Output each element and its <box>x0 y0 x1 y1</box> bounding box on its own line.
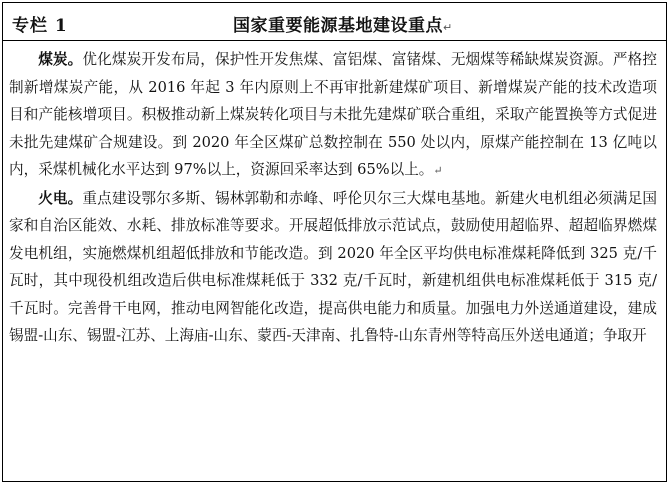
return-mark-icon: ↵ <box>443 21 453 34</box>
paragraph-text: 优化煤炭开发布局，保护性开发焦煤、富铝煤、富锗煤、无烟煤等稀缺煤炭资源。严格控制新增煤炭产能，从 2016 年起 3 年内原则上不再审批新建煤矿项目、新增煤炭产能的技术改造项目和产能核增项目。积极推动新上煤炭转化项目与未批先建煤矿联合重组，采取产能置换等方式促进未批先建煤矿合规建设。到 2020 年全区煤矿总数控制在 550 处以内，原煤产能控制在 13 亿吨以内，采煤机械化水平达到 97%以上，资源回采率达到 65%以上。 <box>9 51 657 178</box>
column-body <box>9 46 657 351</box>
return-mark-icon: ↵ <box>433 164 443 177</box>
paragraph-thermal-power <box>9 185 657 351</box>
paragraph-lead: 火电。 <box>38 189 83 207</box>
paragraph-text: 重点建设鄂尔多斯、锡林郭勒和赤峰、呼伦贝尔三大煤电基地。新建火电机组必须满足国家和自治区能效、水耗、排放标准等要求。开展超低排放示范试点，鼓励使用超临界、超超临界燃煤发电机组，实施燃煤机组超低排放和节能改造。到 2020 年全区平均供电标准煤耗降低到 325 克/千瓦时，其中现役机组改造后供电标准煤耗低于 332 克/千瓦时，新建机组供电标准煤耗低于 315 克/千瓦时。完善骨干电网，推动电网智能化改造，提高供电能力和质量。加强电力外送通道建设，建成锡盟-山东、锡盟-江苏、上海庙-山东、蒙西-天津南、扎鲁特-山东青州等特高压外送电通道；争取开 <box>9 189 657 344</box>
column-label: 专栏 1 <box>12 16 68 36</box>
paragraph-lead: 煤炭。 <box>38 51 83 68</box>
column-header <box>3 3 666 41</box>
paragraph-coal <box>9 46 657 185</box>
column-title <box>233 11 453 36</box>
column-title-text: 国家重要能源基地建设重点 <box>233 16 443 36</box>
